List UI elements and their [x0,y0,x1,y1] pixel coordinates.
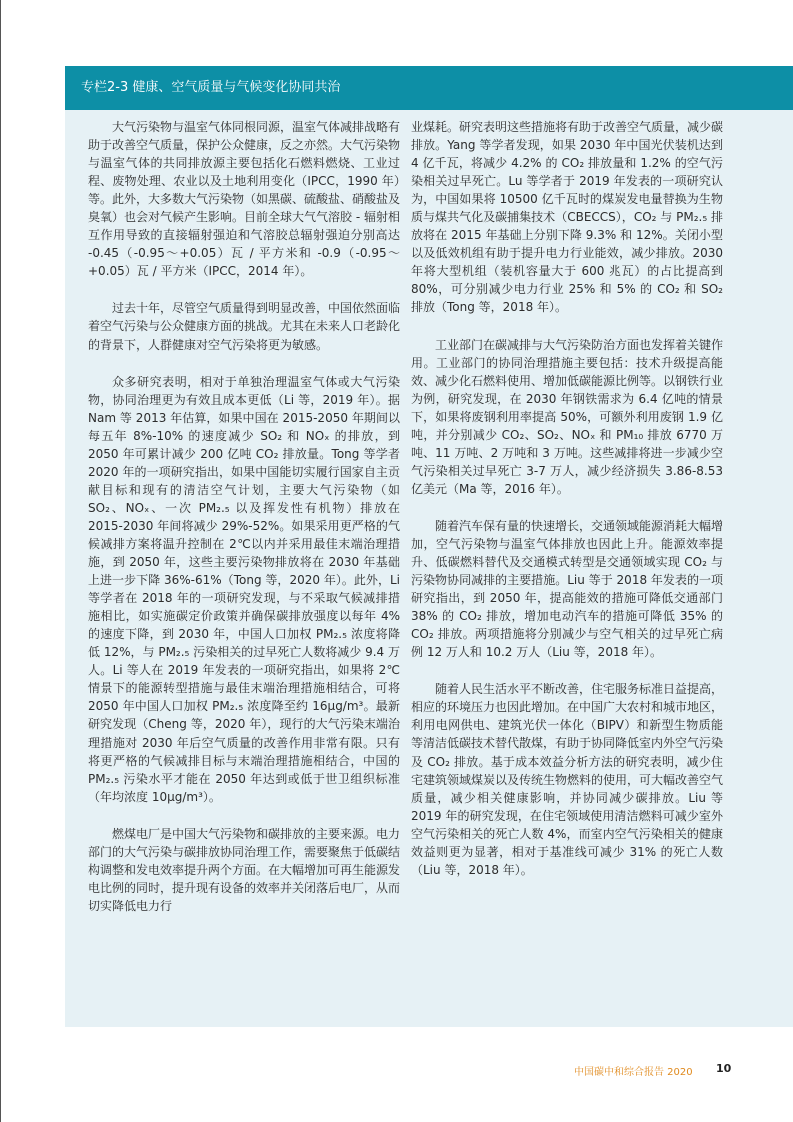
box-panel [65,110,793,1027]
paragraph: 随着汽车保有量的快速增长，交通领域能源消耗大幅增加，空气污染物与温室气体排放也因此上升。能源效率提升、低碳燃料替代及交通模式转型是交通领域实现 CO₂ 与污染物协同减排的主要措施。Liu 等于 2018 年发表的一项研究指出，到 2050 年，提高能效的措施可降低交通部门 38% 的 CO₂ 排放，增加电动汽车的措施可降低 35% 的 CO₂ 排放。两项措施将分别减少与空气相关的过早死亡病例 12 万人和 10.2 万人（Liu 等，2018 年）。 [411,518,724,660]
paragraph: 众多研究表明，相对于单独治理温室气体或大气污染物，协同治理更为有效且成本更低（Li 等，2019 年）。据 Nam 等 2013 年估算，如果中国在 2015-2050 年期间以每五年 8%-10% 的速度减少 SO₂ 和 NOₓ 的排放，到 2050 年可累计减少 200 亿吨 CO₂ 排放量。Tong 等学者 2020 年的一项研究指出，如果中国能切实履行国家自主贡献目标和现有的清洁空气计划，主要大气污染物（如 SO₂、NOₓ、一次 PM₂.₅ 以及挥发性有机物）排放在 2015-2030 年间将减少 29%-52%。如果采用更严格的气候减排方案将温升控制在 2℃以内并采用最佳末端治理措施，到 2050 年，这些主要污染物排放将在 2030 年基础上进一步下降 36%-61%（Tong 等，2020 年）。此外，Li 等学者在 2018 年的一项研究发现，与不采取气候减排措施相比，如实施碳定价政策并确保碳排放强度以每年 4% 的速度下降，到 2030 年，中国人口加权 PM₂.₅ 浓度将降低 12%，与 PM₂.₅ 污染相关的过早死亡人数将减少 9.4 万人。Li 等人在 2019 年发表的一项研究指出，如果将 2℃情景下的能源转型措施与最佳末端治理措施相结合，可将 2050 年中国人口加权 PM₂.₅ 浓度降至约 16μg/m³。最新研究发现（Cheng 等，2020 年），现行的大气污染末端治理措施对 2030 年后空气质量的改善作用非常有限。只有将更严格的气候减排目标与末端治理措施相结合，中国的 PM₂.₅ 污染水平才能在 2050 年达到或低于世卫组织标准（年均浓度 10μg/m³）。 [88,374,400,804]
paragraph: 大气污染物与温室气体同根同源，温室气体减排战略有助于改善空气质量，保护公众健康，反之亦然。大气污染物与温室气体的共同排放源主要包括化石燃料燃烧、工业过程、废物处理、农业以及土地利用变化（IPCC，1990 年）等。此外，大多数大气污染物（如黑碳、硫酸盐、硝酸盐及臭氧）也会对气候产生影响。目前全球大气气溶胶 - 辐射相互作用导致的直接辐射强迫和气溶胶总辐射强迫分别高达 -0.45（-0.95～+0.05）瓦 / 平方米和 -0.9（-0.95～+0.05）瓦 / 平方米（IPCC，2014 年）。 [88,120,401,279]
paragraph: 工业部门在碳减排与大气污染防治方面也发挥着关键作用。工业部门的协同治理措施主要包括：技术升级提高能效、减少化石燃料使用、增加低碳能源比例等。以钢铁行业为例，研究发现，在 2030 年钢铁需求为 6.4 亿吨的情景下，如果将废钢利用率提高 50%，可额外利用废钢 1.9 亿吨，并分别减少 CO₂、SO₂、NOₓ 和 PM₁₀ 排放 6770 万吨、11 万吨、2 万吨和 3 万吨。这些减排将进一步减少空气污染相关过早死亡 3-7 万人，减少经济损失 3.86-8.53 亿美元（Ma 等，2016 年）。 [411,337,724,496]
left-column [88,118,400,934]
page-number: 10 [716,1062,732,1075]
page-edge-rule [0,0,1,1122]
box-header [65,66,793,110]
paragraph: 燃煤电厂是中国大气污染物和碳排放的主要来源。电力部门的大气污染与碳排放协同治理工作，需要聚焦于低碳结构调整和发电效率提升两个方面。在大幅增加可再生能源发电比例的同时，提升现有设备的效率并关闭落后电厂，从而切实降低电力行 [88,826,401,913]
paragraph: 过去十年，尽管空气质量得到明显改善，中国依然面临着空气污染与公众健康方面的挑战。尤其在未来人口老龄化的背景下，人群健康对空气污染将更为敏感。 [88,301,401,352]
report-title: 中国碳中和综合报告 2020 [574,1067,693,1078]
paragraph: 业煤耗。研究表明这些措施将有助于改善空气质量，减少碳排放。Yang 等学者发现，如果 2030 年中国光伏装机达到 4 亿千瓦，将减少 4.2% 的 CO₂ 排放量和 1.2% 的空气污染相关过早死亡。Lu 等学者于 2019 年发表的一项研究认为，中国如果将 10500 亿千瓦时的煤炭发电量替换为生物质与煤共气化及碳捕集技术（CBECCS），CO₂ 与 PM₂.₅ 排放将在 2015 年基础上分别下降 9.3% 和 12%。关闭小型以及低效机组有助于提升电力行业能效，减少排放。2030 年将大型机组（装机容量大于 600 兆瓦）的占比提高到 80%，可分别减少电力行业 25% 和 5% 的 CO₂ 和 SO₂ 排放（Tong 等，2018 年）。 [411,120,724,315]
right-column [411,118,723,898]
box-title: 专栏2-3 健康、空气质量与气候变化协同共治 [81,80,341,95]
paragraph: 随着人民生活水平不断改善，住宅服务标准日益提高，相应的环境压力也因此增加。在中国广大农村和城市地区，利用电网供电、建筑光伏一体化（BIPV）和新型生物质能等清洁低碳技术替代散煤，有助于协同降低室内外空气污染及 CO₂ 排放。基于成本效益分析方法的研究表明，减少住宅建筑领域煤炭以及传统生物燃料的使用，可大幅改善空气质量，减少相关健康影响，并协同减少碳排放。Liu 等 2019 年的研究发现，在住宅领域使用清洁燃料可减少室外空气污染相关的死亡人数 4%，而室内空气污染相关的健康效益则更为显著，相对于基准线可减少 31% 的死亡人数（Liu 等，2018 年）。 [411,682,724,877]
